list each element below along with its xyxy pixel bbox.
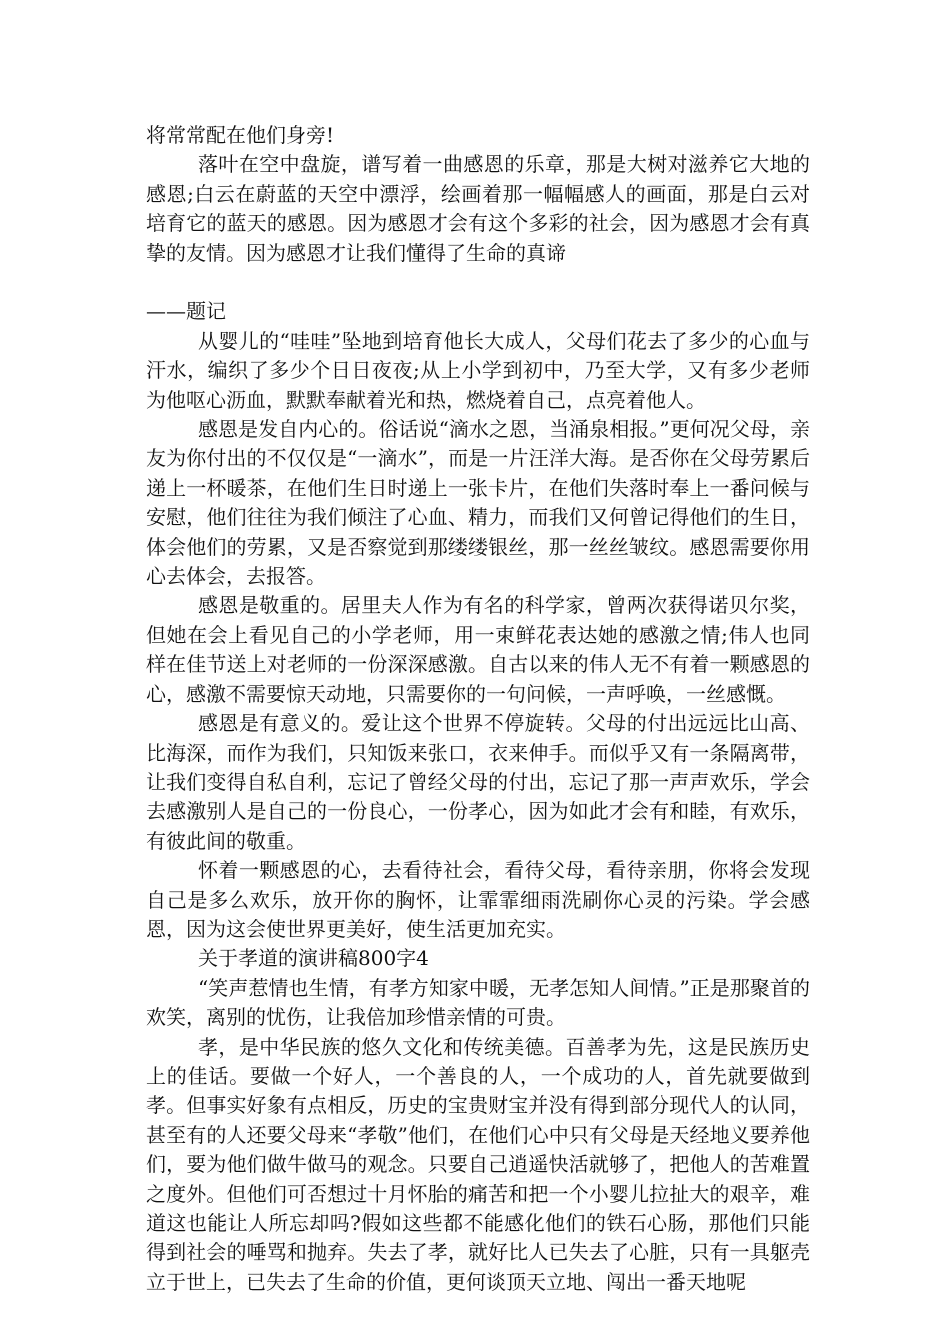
- paragraph: “笑声惹情也生情，有孝方知家中暖，无孝怎知人间情。”正是那聚首的欢笑，离别的忧伤，让我倍加珍惜亲情的可贵。: [146, 975, 810, 1030]
- document-body: [146, 121, 810, 1297]
- paragraph: 从婴儿的“哇哇”坠地到培育他长大成人，父母们花去了多少的心血与汗水，编织了多少个日日夜夜;从上小学到初中，乃至大学，又有多少老师为他呕心沥血，默默奉献着光和热，燃烧着自己，点亮着他人。: [146, 328, 810, 412]
- paragraph: 感恩是敬重的。居里夫人作为有名的科学家，曾两次获得诺贝尔奖，但她在会上看见自己的小学老师，用一束鲜花表达她的感激之情;伟人也同样在佳节送上对老师的一份深深感激。自古以来的伟人无不有着一颗感恩的心，感激不需要惊天动地，只需要你的一句问候，一声呼唤，一丝感慨。: [146, 593, 810, 706]
- paragraph: 将常常配在他们身旁!: [146, 123, 335, 147]
- section-heading: 关于孝道的演讲稿800字4: [198, 946, 429, 971]
- inscription-label: ——题记: [146, 299, 226, 324]
- paragraph: 落叶在空中盘旋，谱写着一曲感恩的乐章，那是大树对滋养它大地的感恩;白云在蔚蓝的天空中漂浮，绘画着那一幅幅感人的画面，那是白云对培育它的蓝天的感恩。因为感恩才会有这个多彩的社会，因为感恩才会有真挚的友情。因为感恩才让我们懂得了生命的真谛: [146, 152, 810, 265]
- paragraph: 感恩是有意义的。爱让这个世界不停旋转。父母的付出远远比山高、比海深，而作为我们，只知饭来张口，衣来伸手。而似乎又有一条隔离带，让我们变得自私自利，忘记了曾经父母的付出，忘记了那一声声欢乐，学会去感激别人是自己的一份良心，一份孝心，因为如此才会有和睦，有欢乐，有彼此间的敬重。: [146, 711, 810, 853]
- paragraph: 怀着一颗感恩的心，去看待社会，看待父母，看待亲朋，你将会发现自己是多么欢乐，放开你的胸怀，让霏霏细雨洗刷你心灵的污染。学会感恩，因为这会使世界更美好，使生活更加充实。: [146, 858, 810, 941]
- paragraph: 感恩是发自内心的。俗话说“滴水之恩，当涌泉相报。”更何况父母，亲友为你付出的不仅仅是“一滴水”，而是一片汪洋大海。是否你在父母劳累后递上一杯暖茶，在他们生日时递上一张卡片，在他们失落时奉上一番问候与安慰，他们往往为我们倾注了心血、精力，而我们又何曾记得他们的生日，体会他们的劳累，又是否察觉到那缕缕银丝，那一丝丝皱纹。感恩需要你用心去体会，去报答。: [146, 417, 810, 589]
- paragraph: 孝，是中华民族的悠久文化和传统美德。百善孝为先，这是民族历史上的佳话。要做一个好人，一个善良的人，一个成功的人，首先就要做到孝。但事实好象有点相反，历史的宝贵财宝并没有得到部分现代人的认同，甚至有的人还要父母来“孝敬”他们，在他们心中只有父母是天经地义要养他们，要为他们做牛做马的观念。只要自己逍遥快活就够了，把他人的苦难置之度外。但他们可否想过十月怀胎的痛苦和把一个小婴儿拉扯大的艰辛，难道这也能让人所忘却吗?假如这些都不能感化他们的铁石心肠，那他们只能得到社会的唾骂和抛弃。失去了孝，就好比人已失去了心脏，只有一具躯壳立于世上，已失去了生命的价值，更何谈顶天立地、闯出一番天地呢: [146, 1034, 810, 1294]
- blank-line: [146, 268, 810, 297]
